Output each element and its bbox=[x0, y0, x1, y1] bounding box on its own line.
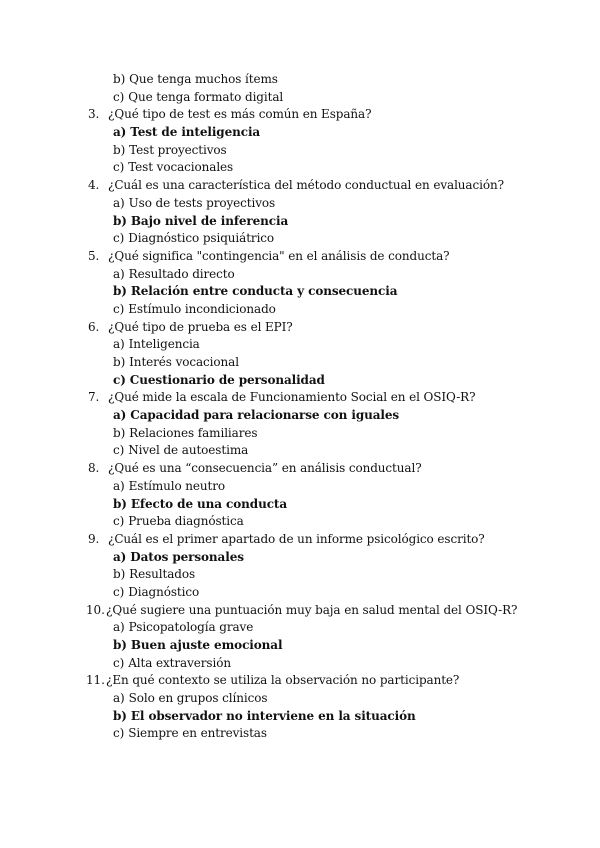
option-letter: a) bbox=[113, 620, 125, 635]
question-line bbox=[88, 177, 568, 195]
option-letter: a) bbox=[113, 195, 125, 210]
answer-option bbox=[88, 159, 568, 177]
option-letter: b) bbox=[113, 284, 127, 299]
answer-option-correct bbox=[88, 124, 568, 142]
question-number: 5. bbox=[88, 248, 100, 263]
option-letter: c) bbox=[113, 231, 125, 246]
answer-option bbox=[88, 442, 568, 460]
option-text: Nivel de autoestima bbox=[128, 443, 249, 458]
answer-option bbox=[88, 619, 568, 637]
option-text: Relaciones familiares bbox=[129, 425, 258, 440]
option-letter: c) bbox=[113, 726, 125, 741]
question-text: ¿Cuál es el primer apartado de un informe psicológico escrito? bbox=[108, 531, 485, 546]
option-letter: a) bbox=[113, 408, 127, 423]
question-block bbox=[88, 248, 568, 319]
question-line bbox=[88, 319, 568, 337]
option-letter: b) bbox=[113, 72, 126, 86]
question-line bbox=[88, 602, 568, 620]
option-letter: c) bbox=[113, 372, 126, 387]
option-text: Cuestionario de personalidad bbox=[129, 372, 325, 387]
question-text: ¿En qué contexto se utiliza la observación no participante? bbox=[106, 673, 460, 688]
question-text: ¿Cuál es una característica del método conductual en evaluación? bbox=[108, 178, 504, 193]
option-letter: b) bbox=[113, 708, 127, 723]
answer-option bbox=[88, 566, 568, 584]
option-letter: a) bbox=[113, 691, 125, 706]
answer-option-correct bbox=[88, 213, 568, 231]
option-letter: c) bbox=[113, 89, 125, 104]
option-letter: a) bbox=[113, 478, 125, 493]
answer-option-correct bbox=[88, 372, 568, 390]
option-text: Test proyectivos bbox=[129, 142, 227, 157]
question-number: 11. bbox=[86, 673, 105, 688]
option-text: Que tenga formato digital bbox=[128, 89, 284, 104]
option-letter: b) bbox=[113, 638, 127, 652]
answer-option bbox=[88, 266, 568, 284]
question-text: ¿Qué sugiere una puntuación muy baja en salud mental del OSIQ-R? bbox=[106, 602, 518, 617]
question-block bbox=[88, 177, 568, 248]
option-text: Solo en grupos clínicos bbox=[128, 691, 268, 706]
option-text: Siempre en entrevistas bbox=[128, 726, 267, 741]
question-line bbox=[88, 248, 568, 266]
option-text: Alta extraversión bbox=[128, 655, 231, 670]
option-letter: b) bbox=[113, 142, 126, 157]
answer-option bbox=[88, 655, 568, 673]
option-text: Buen ajuste emocional bbox=[130, 638, 283, 652]
answer-option-correct bbox=[88, 283, 568, 301]
option-text: Diagnóstico psiquiátrico bbox=[128, 231, 275, 246]
answer-option bbox=[88, 195, 568, 213]
option-text: Prueba diagnóstica bbox=[128, 514, 244, 529]
answer-option bbox=[88, 584, 568, 602]
question-block bbox=[88, 460, 568, 531]
option-text: El observador no interviene en la situación bbox=[130, 708, 416, 723]
option-text: Diagnóstico bbox=[128, 584, 200, 599]
answer-option bbox=[88, 142, 568, 160]
option-text: Bajo nivel de inferencia bbox=[130, 213, 289, 228]
option-text: Inteligencia bbox=[128, 337, 200, 352]
question-text: ¿Qué significa "contingencia" en el análisis de conducta? bbox=[108, 248, 450, 263]
answer-option bbox=[88, 336, 568, 354]
question-line bbox=[88, 460, 568, 478]
question-block bbox=[88, 106, 568, 177]
question-block bbox=[88, 389, 568, 460]
option-text: Test de inteligencia bbox=[130, 125, 261, 140]
option-letter: c) bbox=[113, 160, 125, 175]
answer-option-correct bbox=[88, 708, 568, 726]
option-letter: a) bbox=[113, 125, 127, 140]
option-letter: b) bbox=[113, 355, 126, 369]
option-letter: b) bbox=[113, 567, 126, 582]
answer-option bbox=[88, 301, 568, 319]
question-block bbox=[88, 602, 568, 673]
option-letter: a) bbox=[113, 266, 125, 281]
option-letter: c) bbox=[113, 655, 125, 670]
answer-option bbox=[88, 89, 568, 107]
question-text: ¿Qué mide la escala de Funcionamiento Social en el OSIQ-R? bbox=[108, 390, 476, 405]
question-number: 6. bbox=[88, 319, 100, 334]
question-number: 3. bbox=[88, 107, 100, 122]
option-letter: b) bbox=[113, 213, 127, 228]
answer-option-correct bbox=[88, 549, 568, 567]
question-text: ¿Qué tipo de prueba es el EPI? bbox=[108, 319, 293, 334]
question-number: 7. bbox=[88, 390, 100, 405]
option-letter: c) bbox=[113, 584, 125, 599]
option-text: Resultados bbox=[129, 567, 196, 582]
option-letter: c) bbox=[113, 514, 125, 529]
question-number: 10. bbox=[86, 602, 105, 617]
question-line bbox=[88, 389, 568, 407]
option-letter: b) bbox=[113, 496, 127, 511]
question-text: ¿Qué es una “consecuencia” en análisis conductual? bbox=[108, 461, 422, 476]
question-text: ¿Qué tipo de test es más común en España? bbox=[108, 107, 372, 122]
option-letter: a) bbox=[113, 549, 127, 564]
question-line bbox=[88, 106, 568, 124]
question-block bbox=[88, 672, 568, 743]
question-block bbox=[88, 531, 568, 602]
answer-option bbox=[88, 425, 568, 443]
option-text: Interés vocacional bbox=[129, 355, 239, 369]
answer-option bbox=[88, 513, 568, 531]
option-letter: c) bbox=[113, 301, 125, 316]
answer-option bbox=[88, 354, 568, 372]
option-text: Uso de tests proyectivos bbox=[128, 195, 276, 210]
answer-option bbox=[88, 71, 568, 89]
answer-option bbox=[88, 478, 568, 496]
option-text: Test vocacionales bbox=[128, 160, 234, 175]
option-text: Datos personales bbox=[130, 549, 244, 564]
question-line bbox=[88, 531, 568, 549]
question-number: 4. bbox=[88, 178, 100, 193]
option-text: Efecto de una conducta bbox=[130, 496, 288, 511]
answer-option bbox=[88, 690, 568, 708]
question-number: 8. bbox=[88, 461, 100, 476]
answer-option-correct bbox=[88, 637, 568, 655]
option-text: Estímulo neutro bbox=[128, 478, 226, 493]
option-letter: b) bbox=[113, 425, 126, 440]
answer-option bbox=[88, 230, 568, 248]
question-list bbox=[88, 71, 568, 743]
answer-option bbox=[88, 725, 568, 743]
option-text: Resultado directo bbox=[128, 266, 235, 281]
option-letter: c) bbox=[113, 443, 125, 458]
option-text: Que tenga muchos ítems bbox=[129, 72, 278, 86]
question-line bbox=[88, 672, 568, 690]
option-text: Psicopatología grave bbox=[128, 620, 254, 635]
answer-option-correct bbox=[88, 407, 568, 425]
option-letter: a) bbox=[113, 337, 125, 352]
option-text: Capacidad para relacionarse con iguales bbox=[130, 408, 400, 423]
question-number: 9. bbox=[88, 531, 100, 546]
option-text: Estímulo incondicionado bbox=[128, 301, 276, 316]
option-text: Relación entre conducta y consecuencia bbox=[130, 284, 398, 299]
answer-option-correct bbox=[88, 496, 568, 514]
question-block bbox=[88, 319, 568, 390]
